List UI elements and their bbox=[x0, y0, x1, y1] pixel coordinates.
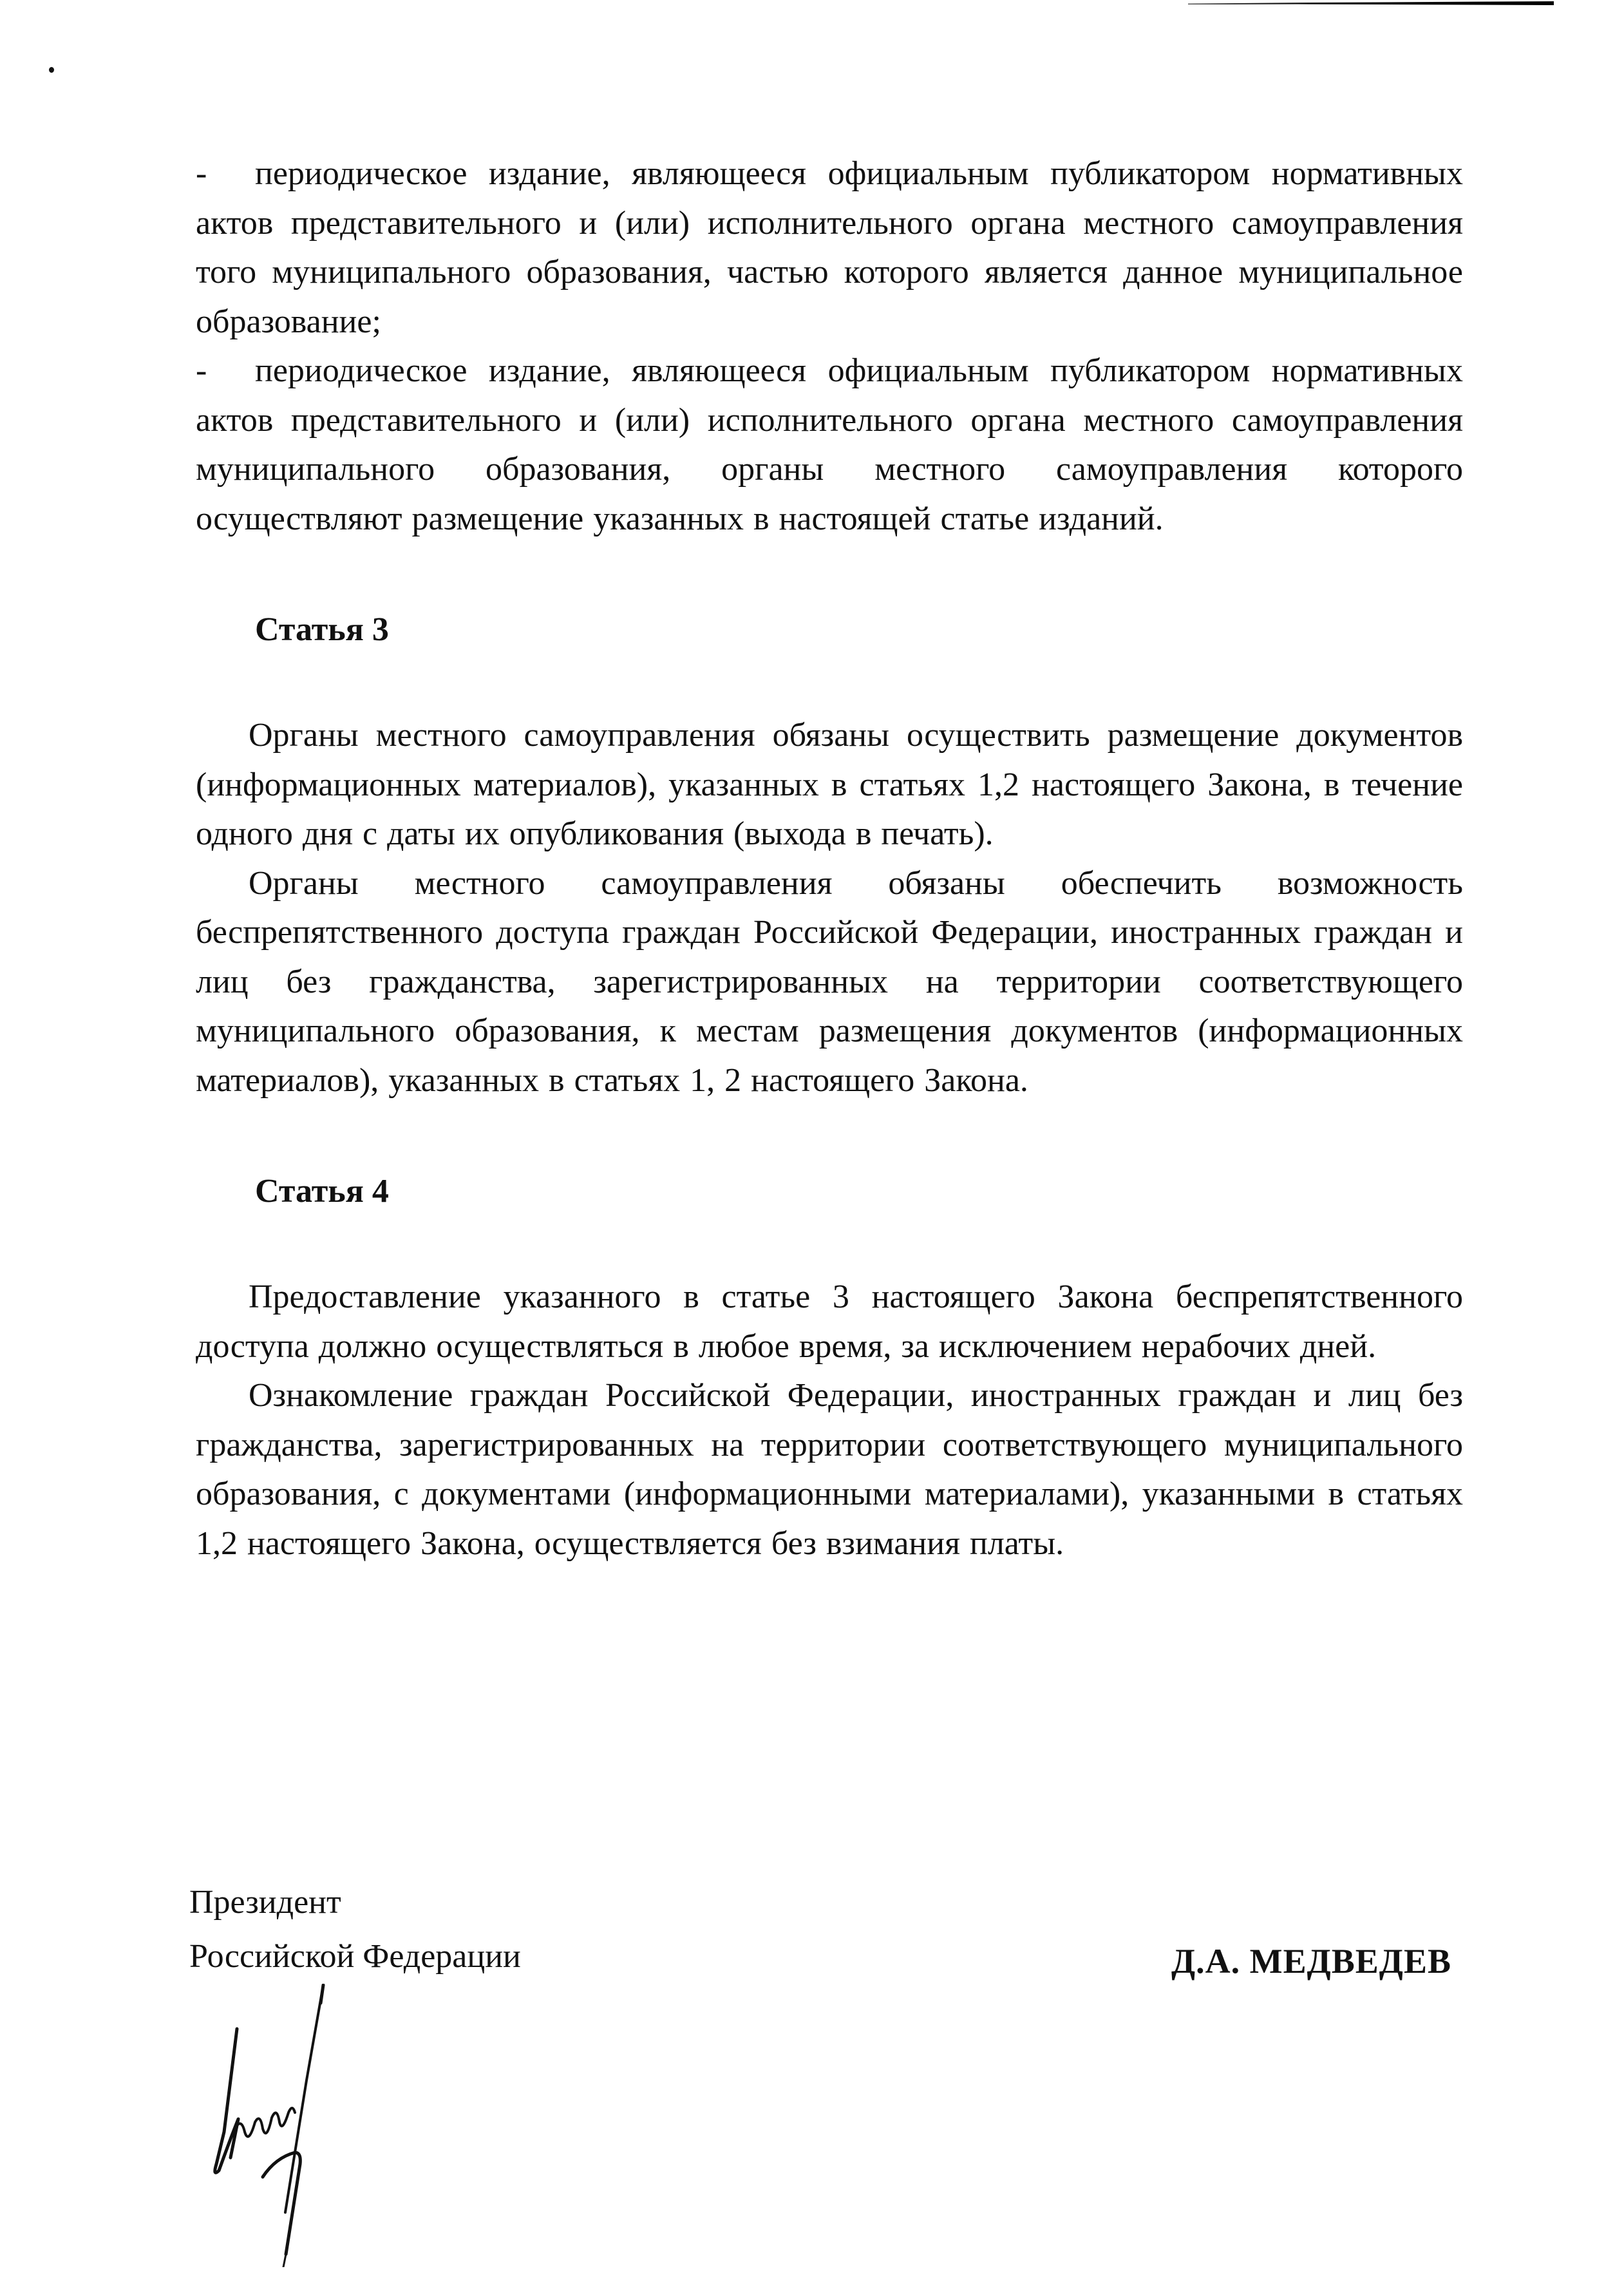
article-3-heading: Статья 3 bbox=[255, 611, 389, 648]
bullet-item bbox=[196, 149, 1463, 347]
signatory-name: Д.А. МЕДВЕДЕВ bbox=[1171, 1942, 1451, 1981]
bullet-dash: - bbox=[196, 352, 207, 389]
document-body bbox=[196, 149, 1463, 1568]
signatory-title-line-1: Президент bbox=[189, 1884, 341, 1921]
signatory-title-line-2: Российской Федерации bbox=[189, 1938, 521, 1975]
bullet-text: периодическое издание, являющееся официальным публикатором нормативных актов представительного и (или) исполнительного органа местного самоуправления того муниципального образования, частью которого является данное муниципальное образование; bbox=[196, 155, 1463, 340]
bullet-text: периодическое издание, являющееся официальным публикатором нормативных актов представительного и (или) исполнительного органа местного самоуправления муниципального образования, органы местного самоуправления которого осуществляют размещение указанных в настоящей статье изданий. bbox=[196, 352, 1463, 537]
top-edge-rule bbox=[1188, 1, 1554, 5]
handwritten-signature-icon bbox=[205, 1984, 411, 2267]
scan-mark-dot bbox=[49, 67, 54, 73]
article-3-paragraph-1: Органы местного самоуправления обязаны осуществить размещение документов (информационных материалов), указанных в статьях 1,2 настоящего Закона, в течение одного дня с даты их опубликования (выхода в печать). bbox=[196, 717, 1463, 852]
article-4-paragraph-2: Ознакомление граждан Российской Федерации, иностранных граждан и лиц без гражданства, зарегистрированных на территории соответствующего муниципального образования, с документами (информационными материалами), указанными в статьях 1,2 настоящего Закона, осуществляется без взимания платы. bbox=[196, 1377, 1463, 1562]
article-4-heading: Статья 4 bbox=[255, 1173, 389, 1210]
bullet-dash: - bbox=[196, 155, 207, 192]
article-3-paragraph-2: Органы местного самоуправления обязаны обеспечить возможность беспрепятственного доступа граждан Российской Федерации, иностранных граждан и лиц без гражданства, зарегистрированных на территории соответствующего муниципального образования, к местам размещения документов (информационных материалов), указанных в статьях 1, 2 настоящего Закона. bbox=[196, 864, 1463, 1099]
article-4-paragraph-1: Предоставление указанного в статье 3 настоящего Закона беспрепятственного доступа должно осуществляться в любое время, за исключением нерабочих дней. bbox=[196, 1278, 1463, 1365]
bullet-item bbox=[196, 347, 1463, 544]
